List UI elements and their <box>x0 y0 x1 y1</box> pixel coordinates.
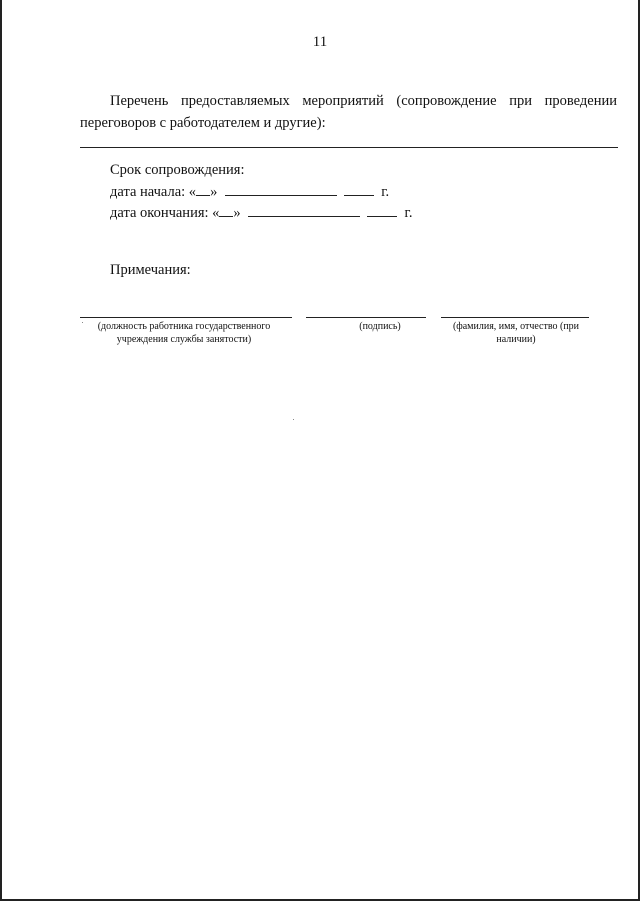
name-caption: (фамилия, имя, отчество (при наличии) <box>452 321 580 345</box>
scan-speck <box>82 322 83 323</box>
name-signature-line <box>441 317 589 318</box>
position-caption: (должность работника государственного учреждения службы занятости) <box>97 321 271 345</box>
start-date-close-quote: » <box>210 184 218 200</box>
end-year-blank <box>367 203 397 217</box>
signature-caption: (подпись) <box>359 321 401 332</box>
activities-fill-line <box>80 147 618 148</box>
start-year-suffix: г. <box>381 184 390 200</box>
signature-line <box>306 317 426 318</box>
scan-edge-left <box>0 0 2 901</box>
start-month-blank <box>225 182 337 196</box>
escort-period-title: Срок сопровождения: <box>110 162 245 178</box>
page-number: 11 <box>312 34 328 50</box>
end-date-label: дата окончания: « <box>110 205 220 221</box>
start-date-label: дата начала: « <box>110 184 197 200</box>
activities-paragraph: Перечень предоставляемых мероприятий (сопровождение при проведении переговоров с работодателем и другие): <box>80 93 617 131</box>
start-date-row <box>110 182 389 202</box>
end-date-close-quote: » <box>233 205 241 221</box>
end-day-blank <box>219 203 233 217</box>
position-signature-line <box>80 317 292 318</box>
start-day-blank <box>196 182 210 196</box>
end-year-suffix: г. <box>404 205 413 221</box>
scan-speck <box>293 419 294 420</box>
start-year-blank <box>344 182 374 196</box>
end-month-blank <box>248 203 360 217</box>
end-date-row <box>110 203 412 223</box>
notes-label: Примечания: <box>110 262 191 278</box>
